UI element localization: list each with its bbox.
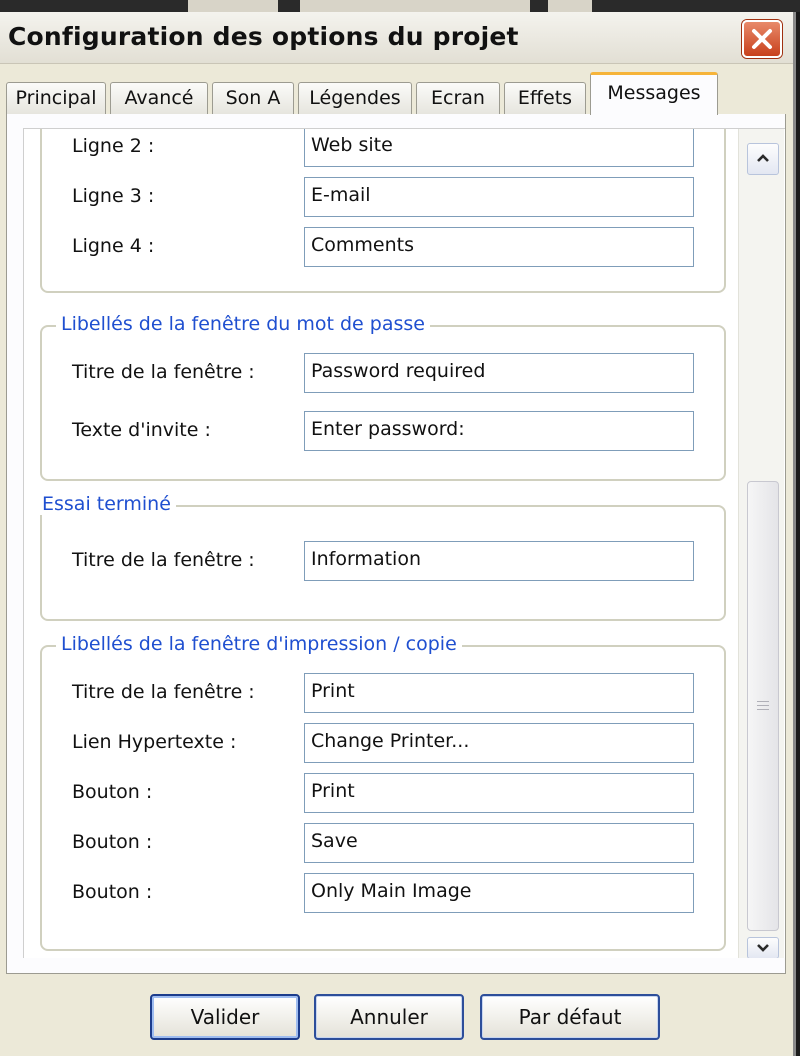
tab-son-a[interactable]: Son A (212, 82, 294, 114)
trial-title-input[interactable]: Information (304, 541, 694, 581)
prompt-text-input[interactable]: Enter password: (304, 411, 694, 451)
form-row (72, 823, 692, 863)
form-row (72, 353, 692, 393)
desktop-background-strip (0, 0, 800, 12)
button3-label: Bouton : (72, 881, 153, 903)
trial-title-label: Titre de la fenêtre : (72, 549, 255, 571)
scrollable-content[interactable] (23, 128, 785, 958)
scroll-up-button[interactable] (747, 143, 779, 175)
line4-input[interactable]: Comments (304, 227, 694, 267)
line2-input[interactable]: Web site (304, 128, 694, 167)
tab-bar (6, 70, 786, 114)
button2-input[interactable]: Save (304, 823, 694, 863)
ok-button[interactable]: Valider (150, 994, 300, 1040)
form-row (72, 227, 692, 267)
tab-ecran[interactable]: Ecran (416, 82, 500, 114)
line4-label: Ligne 4 : (72, 235, 155, 257)
prompt-text-label: Texte d'invite : (72, 419, 211, 441)
message-lines-group (40, 128, 726, 293)
hyperlink-label: Lien Hypertexte : (72, 731, 237, 753)
chevron-up-icon (756, 153, 770, 163)
button1-input[interactable]: Print (304, 773, 694, 813)
grip-line (757, 705, 769, 706)
print-window-group (40, 633, 726, 951)
project-options-dialog (0, 12, 796, 1056)
window-title: Configuration des options du projet (8, 22, 519, 51)
form-row (72, 723, 692, 763)
line3-input[interactable]: E-mail (304, 177, 694, 217)
close-button[interactable] (742, 20, 782, 58)
button2-label: Bouton : (72, 831, 153, 853)
line2-label: Ligne 2 : (72, 135, 155, 157)
cancel-button[interactable]: Annuler (314, 994, 464, 1040)
form-row (72, 177, 692, 217)
scroll-thumb[interactable] (747, 481, 779, 931)
form-row (72, 128, 692, 167)
close-icon (751, 28, 773, 50)
default-button[interactable]: Par défaut (480, 994, 660, 1040)
title-bar[interactable] (0, 12, 793, 64)
form-row (72, 873, 692, 913)
tab-effets[interactable]: Effets (504, 82, 586, 114)
form-row (72, 673, 692, 713)
password-group-legend: Libellés de la fenêtre du mot de passe (56, 313, 430, 335)
print-title-label: Titre de la fenêtre : (72, 681, 255, 703)
password-title-label: Titre de la fenêtre : (72, 361, 255, 383)
desktop-fragment (300, 0, 530, 12)
desktop-fragment (188, 0, 278, 12)
grip-line (757, 701, 769, 702)
grip-line (757, 709, 769, 710)
form-row (72, 411, 692, 451)
scroll-down-button[interactable] (747, 937, 779, 958)
trial-ended-group (40, 493, 726, 621)
tab-legendes[interactable]: Légendes (298, 82, 412, 114)
button3-input[interactable]: Only Main Image (304, 873, 694, 913)
line3-label: Ligne 3 : (72, 185, 155, 207)
messages-tab-panel (6, 114, 786, 974)
print-group-legend: Libellés de la fenêtre d'impression / copie (56, 633, 462, 655)
form-row (72, 773, 692, 813)
trial-group-legend: Essai terminé (40, 493, 176, 515)
vertical-scrollbar[interactable] (738, 129, 784, 958)
desktop-fragment (548, 0, 592, 12)
tab-messages[interactable]: Messages (590, 72, 718, 115)
tab-principal[interactable]: Principal (6, 82, 106, 114)
chevron-down-icon (756, 943, 770, 953)
password-title-input[interactable]: Password required (304, 353, 694, 393)
hyperlink-input[interactable]: Change Printer... (304, 723, 694, 763)
print-title-input[interactable]: Print (304, 673, 694, 713)
form-row (72, 541, 692, 581)
password-window-group (40, 313, 726, 481)
button1-label: Bouton : (72, 781, 153, 803)
tab-avance[interactable]: Avancé (110, 82, 208, 114)
